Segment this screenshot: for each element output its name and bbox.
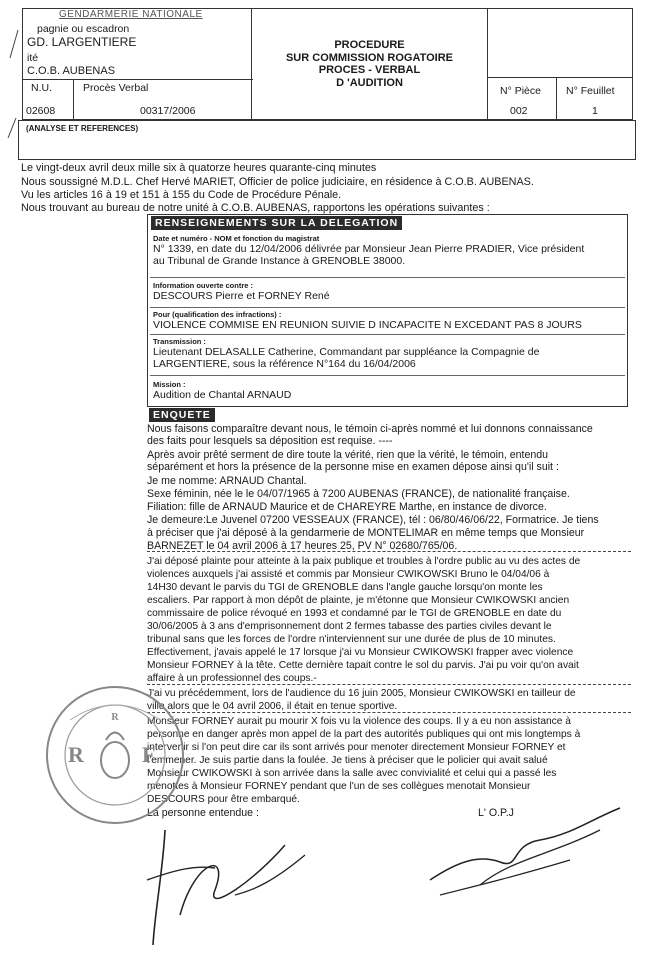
svg-text:R: R	[68, 742, 84, 767]
enquete-line: intervenir si l'on peut dire car ils sont arrivés pour menoter directement Monsieur FORNEY et	[147, 742, 566, 753]
qualification-section	[153, 310, 623, 331]
enquete-line: l'emmener. Je suis partie dans la foulée. Je tiens à préciser que le policier qui avait salué	[147, 755, 548, 766]
header-divider	[23, 79, 253, 80]
gendarmerie-seal-stamp	[40, 680, 190, 830]
enquete-line: menottes à Monsieur FORNEY pendant que l'un de ses collègues menotait Monsieur	[147, 781, 531, 792]
mission-label: Mission :	[153, 380, 186, 389]
trans-label: Transmission :	[153, 337, 206, 346]
unit-line-2: GD. LARGENTIERE	[27, 35, 137, 49]
nu-value: 02608	[26, 105, 56, 117]
intro-line: Le vingt-deux avril deux mille six à quatorze heures quarante-cinq minutes	[21, 162, 377, 174]
enquete-line: Monsieur CWIKOWSKI à son arrivée dans la salle avec convivialité et celui qui a passé les	[147, 768, 557, 779]
header-divider	[73, 79, 74, 121]
renseignements-banner: RENSEIGNEMENTS SUR LA DELEGATION	[151, 216, 402, 230]
intro-line: Vu les articles 16 à 19 et 151 à 155 du Code de Procédure Pénale.	[21, 189, 342, 201]
enquete-line: Je demeure:Le Juvenel 07200 VESSEAUX (FRANCE), tél : 06/80/46/06/22, Formatrice. Je tiens	[147, 514, 599, 526]
enquete-line: Effectivement, j'avais appelé le 17 lorsque j'ai vu Monsieur CWIKOWSKI frapper avec violence	[147, 647, 574, 658]
enquete-line: ville alors que le 04 avril 2006, il était en tenue sportive.	[147, 701, 398, 712]
opj-signature	[420, 800, 630, 900]
qual-value: VIOLENCE COMMISE EN REUNION SUIVIE D INCAPACITE N EXCEDANT PAS 8 JOURS	[153, 319, 582, 331]
feuillet-value: 1	[592, 105, 598, 117]
feuillet-label: N° Feuillet	[566, 85, 615, 97]
information-section	[153, 281, 623, 302]
pv-value: 00317/2006	[140, 105, 196, 117]
enquete-line: Après avoir prêté serment de dire toute la vérité, rien que la vérité, le témoin, entendu	[147, 449, 549, 461]
sign-right-label: L' O.P.J	[478, 807, 514, 819]
enquete-line: BARNEZET le 04 avril 2006 à 17 heures 25, PV N° 02680/765/06.	[147, 540, 458, 552]
transmission-section	[153, 337, 623, 370]
piece-label: N° Pièce	[500, 85, 541, 97]
enquete-line: Monsieur FORNEY à la tête. Cette dernière tapait contre le sol du parvis. J'ai pu voir qu'on avait	[147, 660, 579, 671]
enquete-line: personne en danger après mon appel de la part des autorités publiques qui ont mis longtemps à	[147, 729, 581, 740]
analyse-references-box	[18, 120, 636, 160]
info-value: DESCOURS Pierre et FORNEY René	[153, 290, 330, 302]
svg-text:F: F	[142, 742, 156, 767]
enquete-line: séparément et hors la présence de la personne mise en examen dépose ainsi qu'il suit :	[147, 461, 559, 473]
date-line: au Tribunal de Grande Instance à GRENOBLE 38000.	[153, 255, 406, 267]
enquete-line: Monsieur FORNEY aurait pu mourir X fois vu la violence des coups. Il y a eu non assistance à	[147, 716, 571, 727]
enquete-line: DESCOURS pour être embarqué.	[147, 794, 300, 805]
enquete-line: violences auxquels j'ai assisté et commis par Monsieur CWIKOWSKI Bruno le 04/04/06 à	[147, 569, 550, 580]
scan-artifact-marks	[0, 28, 22, 138]
enquete-line: J'ai déposé plainte pour atteinte à la paix publique et troubles à l'ordre public au vu des actes de	[147, 556, 581, 567]
enquete-line: Sexe féminin, née le le 04/07/1965 à 7200 AUBENAS (FRANCE), de nationalité française.	[147, 488, 570, 500]
procedure-title-box	[251, 8, 488, 120]
enquete-line: J'ai vu précédemment, lors de l'audience du 16 juin 2005, Monsieur CWIKOWSKI en tailleur de	[147, 688, 576, 699]
enquete-line: affaire à un professionnel des coups.-	[147, 673, 317, 684]
witness-signature	[135, 820, 310, 950]
piece-value: 002	[510, 105, 528, 117]
header-unit-box	[22, 8, 252, 120]
procedure-title: PROCEDURE SUR COMMISSION ROGATOIRE PROCES - VERBAL D 'AUDITION	[285, 39, 454, 89]
info-label: Information ouverte contre :	[153, 281, 254, 290]
nu-label: N.U.	[31, 82, 52, 94]
gendarmerie-title: GENDARMERIE NATIONALE	[59, 9, 203, 20]
mission-section	[153, 380, 623, 401]
unit-line-1: pagnie ou escadron	[37, 23, 130, 35]
enquete-line: Je me nomme: ARNAUD Chantal.	[147, 475, 307, 487]
intro-line: Nous trouvant au bureau de notre unité à C.O.B. AUBENAS, rapportons les opérations suivantes :	[21, 202, 490, 214]
enquete-line: Nous faisons comparaître devant nous, le témoin ci-après nommé et lui donnons connaissance	[147, 423, 593, 435]
enquete-line: escaliers. Par rapport à mon dépôt de plainte, je m'étonne que Monsieur CWIKOWSKI ancien	[147, 595, 570, 606]
unit-value: C.O.B. AUBENAS	[27, 65, 116, 77]
qual-label: Pour (qualification des infractions) :	[153, 310, 282, 319]
svg-text:R: R	[111, 712, 119, 723]
unit-label: ité	[27, 52, 39, 64]
enquete-line: à préciser que j'ai déposé à la gendarmerie de MONTELIMAR en même temps que Monsieur	[147, 527, 585, 539]
enquete-line: Filiation: fille de ARNAUD Maurice et de CHAREYRE Marthe, en instance de divorce.	[147, 501, 547, 513]
trans-line: Lieutenant DELASALLE Catherine, Commandant par suppléance la Compagnie de	[153, 346, 540, 358]
enquete-banner: ENQUETE	[149, 408, 215, 422]
enquete-line: 14H30 devant le parvis du TGI de GRENOBLE dans l'angle gauche lorsqu'on monte les	[147, 582, 543, 593]
analyse-label: (ANALYSE ET REFERENCES)	[26, 124, 139, 133]
enquete-line: des faits pour lesquels sa déposition est requise. ----	[147, 435, 393, 447]
trans-line: LARGENTIERE, sous la référence N°164 du 16/04/2006	[153, 358, 416, 370]
enquete-line: commissaire de police révoqué en 1993 et condamné par le TGI de GRENOBLE en date du	[147, 608, 562, 619]
renseignements-box	[147, 214, 628, 407]
intro-line: Nous soussigné M.D.L. Chef Hervé MARIET, Officier de police judiciaire, en résidence à C.O.B. AUBENAS.	[21, 176, 534, 188]
date-label: Date et numéro - NOM et fonction du magistrat	[153, 234, 320, 243]
delegation-section	[153, 234, 623, 267]
pv-label: Procès Verbal	[83, 82, 149, 94]
sign-left-label: La personne entendue :	[147, 807, 259, 819]
piece-feuillet-box	[488, 8, 633, 120]
mission-value: Audition de Chantal ARNAUD	[153, 389, 292, 401]
date-line: N° 1339, en date du 12/04/2006 délivrée par Monsieur Jean Pierre PRADIER, Vice président	[153, 243, 585, 255]
enquete-line: 30/06/2005 à 3 ans d'emprisonnement dont 2 fermes tabasse des parties civiles devant le	[147, 621, 552, 632]
enquete-line: tribunal sans que les forces de l'ordre n'interviennent sur une durée de plus de 10 minutes.	[147, 634, 556, 645]
